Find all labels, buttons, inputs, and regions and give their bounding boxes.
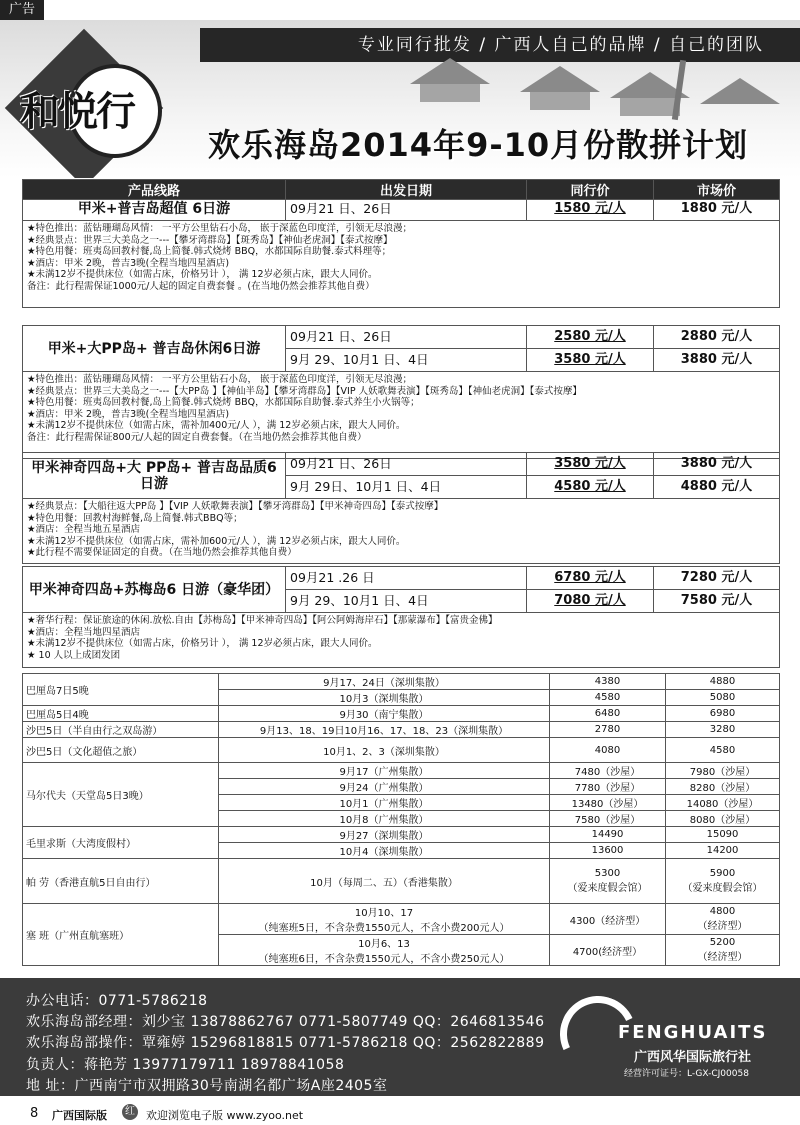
table-row <box>23 722 780 738</box>
route-block <box>22 325 780 459</box>
header-banner <box>0 20 800 178</box>
address: 地 址：广西南宁市双拥路30号南湖名都广场A座2405室 <box>26 1078 388 1094</box>
col-header-route: 产品线路 <box>23 180 286 200</box>
slogan-bar: 专业同行批发 / 广西人自己的品牌 / 自己的团队 <box>200 28 800 62</box>
route-notes: ★特色推出：蓝钻珊瑚岛风情： 一平方公里钻石小岛， 嵌于深蓝色印度洋，引领无尽浪漫； ★经典景点：世界三大美岛之一---【大PP岛 】【神仙半岛】【攀牙湾群岛】【VIP 人妖歌舞表演】【斑秀岛】【神仙老虎洞】【泰式按摩】 ★特色用餐：班夷岛回教村餐,岛上简餐.韩式烧烤 BBQ，水都国际自助餐.泰式养生小火锅等； ★酒店：甲米 2晚，普吉3晚(全程当地四星酒店) ★未满12岁不提供床位（如需占床，需补加400元/人 ），满 12岁必须占床，跟大人同价。 备注：此行程需保证800元/人起的固定自费套餐。（在当地仍然会推荐其他自费） <box>23 371 779 458</box>
hut-roof-image <box>410 58 490 84</box>
table-row <box>23 706 780 722</box>
departure-date: 10月4（深圳集散） <box>219 843 550 859</box>
market-price: 5200 （经济型） <box>666 935 780 966</box>
route-block <box>22 566 780 668</box>
route-name: 甲米+普吉岛超值 6日游 <box>23 198 286 220</box>
market-price: 1880 元/人 <box>680 201 753 216</box>
peer-price: 3580 元/人 <box>527 349 654 371</box>
route-name: 沙巴5日（半自由行之双岛游） <box>23 722 219 738</box>
departure-date: 09月21 日、26日 <box>286 453 527 475</box>
market-price: 6980 <box>666 706 780 722</box>
market-price: 4880 <box>666 674 780 690</box>
peer-price: 4580 元/人 <box>527 476 654 498</box>
route-name: 甲米+大PP岛+ 普吉岛休闲6日游 <box>23 326 286 371</box>
departure-date: 9月24（广州集散） <box>219 779 550 795</box>
brand-name: FENGHUAITS <box>618 1022 768 1043</box>
peer-price: 2780 <box>550 722 666 738</box>
table-row <box>23 674 780 690</box>
departure-date: 10月6、13 （纯塞班6日，不含杂费1550元人，不含小费250元人） <box>219 935 550 966</box>
market-price: 8280（沙屋） <box>666 779 780 795</box>
table-row <box>23 859 780 904</box>
hut-roof-image <box>700 78 780 104</box>
route-notes: ★经典景点：【大船往返大PP岛 】【VIP 人妖歌舞表演】【攀牙湾群岛】【甲米神奇四岛】【泰式按摩】 ★特色用餐：回教村海鲜餐,岛上简餐.韩式BBQ等； ★酒店：全程当地五星酒店 ★未满12岁不提供床位（如需占床，需补加600元/人 ），满 12岁必须占床，跟大人同价。 ★此行程不需要保证固定的自费。（在当地仍然会推荐其他自费） <box>23 498 779 563</box>
hut-body-image <box>420 84 480 102</box>
departure-date: 10月1（广州集散） <box>219 795 550 811</box>
peer-price: 4300（经济型） <box>550 904 666 935</box>
office-phone: 办公电话：0771-5786218 <box>26 993 208 1009</box>
peer-price: 4380 <box>550 674 666 690</box>
peer-price: 4580 <box>550 690 666 706</box>
market-price: 4880 元/人 <box>680 479 753 494</box>
section-badge: 红 <box>122 1104 138 1120</box>
license-number: 经营许可证号：L-GX-CJ00058 <box>624 1069 749 1079</box>
departure-row <box>286 198 779 220</box>
market-price: 8080（沙屋） <box>666 811 780 827</box>
price-table-header <box>22 179 780 200</box>
route-name: 甲米神奇四岛+大 PP岛+ 普吉岛品质6日游 <box>23 453 286 498</box>
departure-date: 09月21 日、26日 <box>286 198 527 220</box>
route-name: 沙巴5日（文化超值之旅） <box>23 738 219 763</box>
section-label: 广西国际版 <box>52 1109 107 1122</box>
peer-price: 7580（沙屋） <box>550 811 666 827</box>
departure-date: 10月1、2、3（深圳集散） <box>219 738 550 763</box>
departure-date: 9月 29、10月1 日、4日 <box>286 349 527 371</box>
route-notes: ★特色推出：蓝钻珊瑚岛风情： 一平方公里钻石小岛， 嵌于深蓝色印度洋，引领无尽浪漫； ★经典景点：世界三大美岛之一---【攀牙湾群岛】【斑秀岛】【神仙老虎洞】【泰式按摩】 ★特色用餐：班夷岛回教村餐,岛上简餐.韩式烧烤 BBQ，水都国际自助餐.泰式料理等； ★酒店：甲米 2晚，普吉3晚(全程当地四星酒店) ★未满12岁不提供床位（如需占床，价格另计 ）， 满 12岁必须占床，跟大人同价。 备注：此行程需保证1000元/人起的固定自费套餐 。(在当地仍然会推荐其他自费） <box>23 220 779 307</box>
manager-contact: 欢乐海岛部经理：刘少宝 13878862767 0771-5807749 QQ：2646813546 <box>26 1014 545 1030</box>
peer-price: 7480（沙屋） <box>550 763 666 779</box>
route-name: 甲米神奇四岛+苏梅岛6 日游（豪华团） <box>23 567 286 612</box>
market-price: 4800 （经济型） <box>666 904 780 935</box>
peer-price: 1580 元/人 <box>527 198 654 220</box>
departure-date: 10月8（广州集散） <box>219 811 550 827</box>
route-name: 塞 班（广州直航塞班） <box>23 904 219 966</box>
website-link[interactable]: 欢迎浏览电子版 www.zyoo.net <box>146 1109 304 1122</box>
peer-price: 6780 元/人 <box>527 567 654 589</box>
peer-price: 4700(经济型） <box>550 935 666 966</box>
col-header-date: 出发日期 <box>286 180 527 200</box>
peer-price: 13600 <box>550 843 666 859</box>
market-price: 3280 <box>666 722 780 738</box>
departure-date: 9月27（深圳集散） <box>219 827 550 843</box>
market-price: 3880 元/人 <box>680 352 753 367</box>
page-bar <box>0 1100 800 1125</box>
market-price: 15090 <box>666 827 780 843</box>
peer-price: 5300 （爱来度假会馆） <box>550 859 666 904</box>
table-row <box>23 904 780 935</box>
peer-price: 4080 <box>550 738 666 763</box>
peer-price: 14490 <box>550 827 666 843</box>
departure-row <box>286 567 779 590</box>
peer-price: 2580 元/人 <box>527 326 654 348</box>
table-row <box>23 827 780 843</box>
market-price: 4580 <box>666 738 780 763</box>
brand-name-cn: 广西风华国际旅行社 <box>634 1050 752 1065</box>
peer-price: 13480（沙屋） <box>550 795 666 811</box>
route-block <box>22 452 780 564</box>
departure-row <box>286 476 779 498</box>
col-header-peer-price: 同行价 <box>527 180 654 200</box>
hut-roof-image <box>520 66 600 92</box>
departure-row <box>286 326 779 349</box>
market-price: 5080 <box>666 690 780 706</box>
departure-row <box>286 349 779 371</box>
peer-price: 3580 元/人 <box>527 453 654 475</box>
departure-row <box>286 590 779 612</box>
departure-date: 9月17（广州集散） <box>219 763 550 779</box>
responsible-contact: 负责人：蒋艳芳 13977179711 18978841058 <box>26 1057 345 1073</box>
departure-date: 10月3（深圳集散） <box>219 690 550 706</box>
route-notes: ★奢华行程：保证旅途的休闲.放松.自由【苏梅岛】【甲米神奇四岛】【阿公阿姆海岸石】【那蒙瀑布】【富贵金佛】 ★酒店：全程当地四星酒店 ★未满12岁不提供床位（如需占床，价格另计 ）， 满 12岁必须占床，跟大人同价。 ★ 10 人以上成团发团 <box>23 612 779 667</box>
departure-date: 09月21 日、26日 <box>286 326 527 348</box>
market-price: 14200 <box>666 843 780 859</box>
hut-body-image <box>620 98 680 116</box>
departure-date: 9月 29日、10月1 日、4日 <box>286 476 527 498</box>
peer-price: 6480 <box>550 706 666 722</box>
peer-price: 7780（沙屋） <box>550 779 666 795</box>
departure-date: 09月21 .26 日 <box>286 567 527 589</box>
departure-date: 9月30（南宁集散） <box>219 706 550 722</box>
page-number: 8 <box>30 1106 39 1121</box>
route-name: 马尔代夫（天堂岛5日3晚） <box>23 763 219 827</box>
contact-footer <box>0 978 800 1096</box>
departure-date: 10月（每周二、五）（香港集散） <box>219 859 550 904</box>
route-name: 毛里求斯（大湾度假村） <box>23 827 219 859</box>
market-price: 7580 元/人 <box>680 593 753 608</box>
route-block <box>22 198 780 308</box>
departure-date: 9月13、18、19日10月16、17、18、23（深圳集散） <box>219 722 550 738</box>
route-name: 帕 劳（香港直航5日自由行） <box>23 859 219 904</box>
market-price: 5900 （爱来度假会馆） <box>666 859 780 904</box>
departure-date: 10月10、17 （纯塞班5日，不含杂费1550元人，不含小费200元人） <box>219 904 550 935</box>
table-row <box>23 738 780 763</box>
route-name: 巴厘岛5日4晚 <box>23 706 219 722</box>
route-name: 巴厘岛7日5晚 <box>23 674 219 706</box>
departure-row <box>286 453 779 476</box>
page-title: 欢乐海岛2014年9-10月份散拼计划 <box>208 126 749 164</box>
departure-date: 9月17、24日（深圳集散） <box>219 674 550 690</box>
market-price: 2880 元/人 <box>680 329 753 344</box>
brand-logo-text: 和悦行 <box>20 88 134 135</box>
departure-date: 9月 29、10月1 日、4日 <box>286 590 527 612</box>
market-price: 14080（沙屋） <box>666 795 780 811</box>
operator-contact: 欢乐海岛部操作：覃雍婷 15296818815 0771-5786218 QQ：2562822889 <box>26 1035 545 1051</box>
market-price: 7980（沙屋） <box>666 763 780 779</box>
other-routes-table <box>22 673 780 966</box>
table-row <box>23 763 780 779</box>
peer-price: 7080 元/人 <box>527 590 654 612</box>
market-price: 3880 元/人 <box>680 456 753 471</box>
market-price: 7280 元/人 <box>680 570 753 585</box>
ad-tag: 广告 <box>0 0 44 20</box>
hut-body-image <box>530 92 590 110</box>
col-header-market-price: 市场价 <box>654 180 780 200</box>
